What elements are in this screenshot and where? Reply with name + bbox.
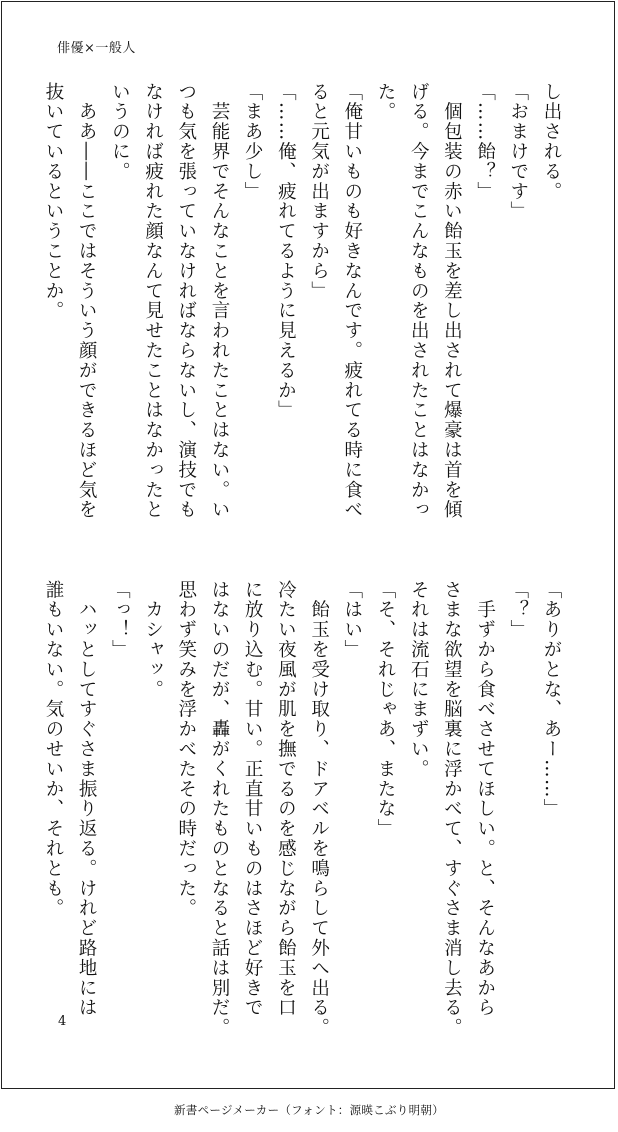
text-line: た。 xyxy=(374,82,396,122)
text-block-upper xyxy=(37,82,568,542)
text-line: 個包装の赤い飴玉を差し出されて爆豪は首を傾 xyxy=(441,82,463,520)
text-line: ハッとしてすぐさま振り返る。けれど路地には xyxy=(76,580,98,1018)
text-line: つも気を張っていなければならないし、演技でも xyxy=(175,82,197,520)
text-line: 「？」 xyxy=(507,580,529,640)
text-line: カシャッ。 xyxy=(142,580,164,700)
text-line: はないのだが、轟がくれたものとなると話は別だ。 xyxy=(208,580,230,1038)
book-page xyxy=(1,1,615,1089)
text-line: 「まあ少し」 xyxy=(242,82,264,202)
text-line: それは流石にまずい。 xyxy=(408,580,430,779)
text-line: げる。今までこんなものを出されたことはなかっ xyxy=(408,82,430,520)
text-line: 「おまけです」 xyxy=(507,82,529,222)
footer-credit: 新書ページメーカー（フォント：源暎こぶり明朝） xyxy=(173,1103,445,1117)
text-line: 飴玉を受け取り、ドアベルを鳴らして外へ出る。 xyxy=(308,580,330,1038)
text-line: 「っ！」 xyxy=(109,580,131,660)
text-line: いうのに。 xyxy=(109,82,131,182)
text-line: し出される。 xyxy=(541,82,562,202)
text-line: 「……俺、疲れてるように見えるか」 xyxy=(275,82,297,421)
text-line: 「はい」 xyxy=(341,580,363,660)
text-line: ああ――ここではそういう顔ができるほど気を xyxy=(76,82,98,520)
page-number: 4 xyxy=(58,1014,67,1029)
text-line: さまな欲望を脳裏に浮かべて、すぐさま消し去る。 xyxy=(441,580,463,1038)
text-line: ると元気が出ますから」 xyxy=(308,82,330,301)
text-line: 誰もいない。気のせいか、それとも。 xyxy=(42,580,64,919)
running-header: 俳優×一般人 xyxy=(57,41,136,56)
text-line: 芸能界でそんなことを言われたことはない。い xyxy=(208,82,230,520)
text-line: 抜いているということか。 xyxy=(42,82,64,321)
text-line: 思わず笑みを浮かべたその時だった。 xyxy=(175,580,197,919)
text-line: 「ありがとな、あー……」 xyxy=(541,580,562,819)
text-line: 手ずから食べさせてほしい。と、そんなあから xyxy=(474,580,496,1018)
text-line: 「……飴？」 xyxy=(474,82,496,202)
text-line: なければ疲れた顔なんて見せたことはなかったと xyxy=(142,82,164,520)
text-line: 「俺甘いものも好きなんです。疲れてる時に食べ xyxy=(341,82,363,520)
text-line: に放り込む。甘い。正直甘いものはさほど好きで xyxy=(242,580,264,1018)
text-block-lower xyxy=(37,580,568,1038)
text-line: 冷たい夜風が肌を撫でるのを感じながら飴玉を口 xyxy=(275,580,297,1018)
text-line: 「そ、それじゃあ、またな」 xyxy=(374,580,396,839)
